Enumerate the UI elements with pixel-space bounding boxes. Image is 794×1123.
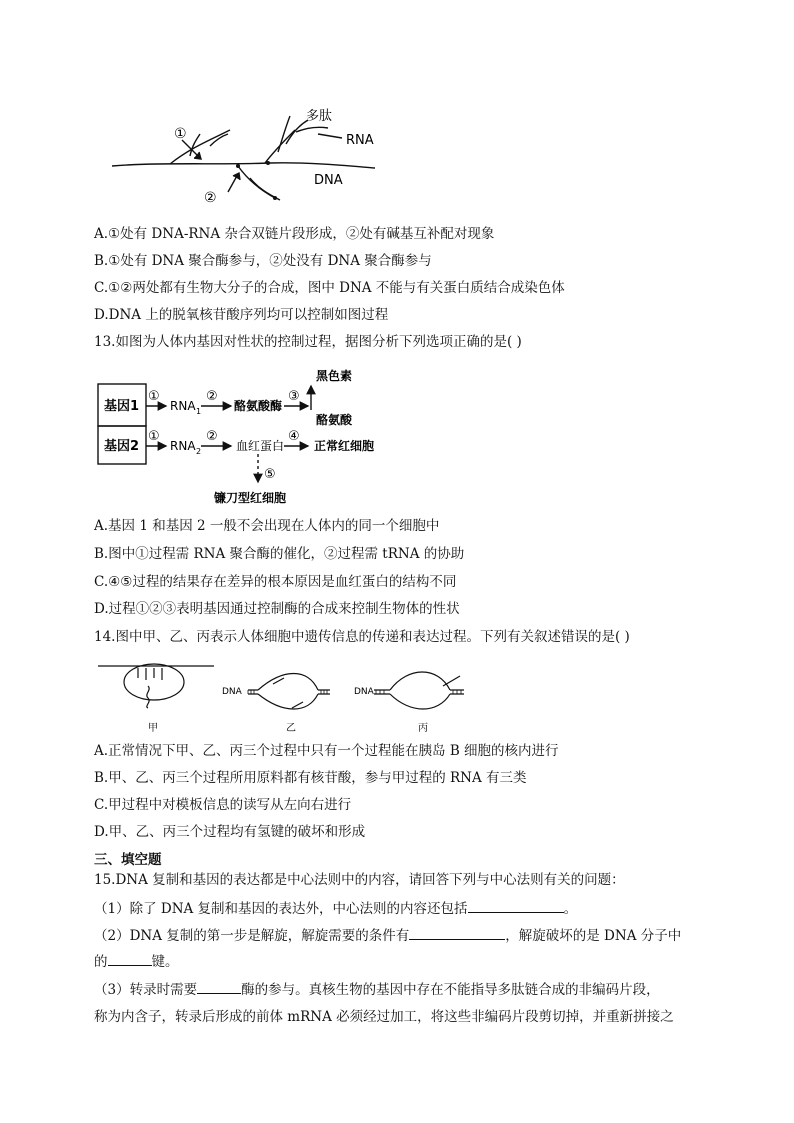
q14-dna-bing: DNA (354, 687, 374, 697)
q13-rna2-sub: 2 (196, 447, 202, 456)
q14-stem: 14.图中甲、乙、丙表示人体细胞中遗传信息的传递和表达过程。下列有关叙述错误的是( ) (94, 629, 630, 645)
q12-label-rna: RNA (346, 133, 374, 148)
q12-label-dna: DNA (314, 173, 343, 188)
q13-m1a: ① (148, 389, 160, 404)
section-3-title: 三、填空题 (94, 852, 162, 868)
q12-option-d: D.DNA 上的脱氧核苷酸序列均可以控制如图过程 (94, 307, 389, 323)
q14-figure (98, 656, 478, 736)
q14-label-yi: 乙 (286, 723, 296, 734)
q12-option-c: C.①②两处都有生物大分子的合成，图中 DNA 不能与有关蛋白质结合成染色体 (94, 280, 565, 296)
q14-option-c: C.甲过程中对模板信息的读写从左向右进行 (94, 797, 352, 813)
q13-gene2: 基因2 (104, 439, 140, 454)
q13-m5: ⑤ (264, 467, 276, 482)
q13-rna1: RNA (170, 399, 196, 413)
q15-blank-4[interactable] (197, 979, 241, 994)
q15-blank-3[interactable] (108, 951, 152, 966)
q15-part1-end: 。 (563, 901, 578, 917)
q13-hemoglobin: 血红蛋白 (236, 439, 285, 453)
q15-blank-2[interactable] (409, 925, 505, 940)
q15-blank-1[interactable] (468, 898, 564, 913)
q14-option-d: D.甲、乙、丙三个过程均有氢键的破坏和形成 (94, 824, 366, 840)
q13-stem: 13.如图为人体内基因对性状的控制过程，据图分析下列选项正确的是( ) (94, 334, 522, 350)
q13-normal-rbc: 正常红细胞 (314, 439, 375, 453)
q15-part2-cont (94, 951, 179, 972)
q14-dna-yi: DNA (222, 687, 242, 697)
q13-rna1-sub: 1 (196, 407, 202, 416)
q15-part1-text: （1）除了 DNA 复制和基因的表达外，中心法则的内容还包括 (94, 901, 468, 917)
q13-m4: ④ (288, 429, 300, 444)
q15-part1 (94, 898, 577, 919)
q13-m3: ③ (288, 389, 300, 404)
q12-label-peptide: 多肽 (306, 109, 333, 124)
q13-sickle-rbc: 镰刀型红细胞 (214, 491, 287, 505)
q13-option-c: C.④⑤过程的结果存在差异的根本原因是血红蛋白的结构不同 (94, 574, 457, 590)
q12-mark-1: ① (174, 126, 187, 142)
q13-melanin: 黑色素 (316, 369, 353, 383)
q13-tyrosine: 酪氨酸 (316, 413, 353, 427)
q15-part2-de: 的 (94, 954, 108, 970)
q14-option-b: B.甲、乙、丙三个过程所用原料都有核苷酸，参与甲过程的 RNA 有三类 (94, 770, 527, 786)
q15-part3-text: （3）转录时需要 (94, 982, 198, 998)
q15-part2-text: （2）DNA 复制的第一步是解旋，解旋需要的条件有 (94, 928, 410, 944)
q13-gene1: 基因1 (104, 399, 140, 414)
q15-part3-rest: 酶的参与。真核生物的基因中存在不能指导多肽链合成的非编码片段， (241, 982, 660, 998)
q15-part2 (94, 925, 681, 946)
q13-figure (96, 364, 396, 510)
q13-m2b: ② (206, 429, 218, 444)
q13-option-b: B.图中①过程需 RNA 聚合酶的催化，②过程需 tRNA 的协助 (94, 546, 465, 562)
q13-option-a: A.基因 1 和基因 2 一般不会出现在人体内的同一个细胞中 (94, 518, 440, 534)
q13-m1b: ① (148, 429, 160, 444)
q15-stem: 15.DNA 复制和基因的表达都是中心法则中的内容，请回答下列与中心法则有关的问题： (94, 872, 625, 888)
q13-enzyme: 酪氨酸酶 (234, 399, 283, 413)
q14-label-jia: 甲 (148, 723, 158, 734)
q12-figure (100, 100, 400, 210)
q12-mark-2: ② (204, 190, 217, 206)
q14-option-a: A.正常情况下甲、乙、丙三个过程中只有一个过程能在胰岛 B 细胞的核内进行 (94, 743, 559, 759)
q15-part2-mid: ，解旋破坏的是 DNA 分子中 (505, 928, 682, 944)
q15-part3 (94, 979, 660, 1000)
q12-option-b: B.①处有 DNA 聚合酶参与，②处没有 DNA 聚合酶参与 (94, 253, 432, 269)
q13-option-d: D.过程①②③表明基因通过控制酶的合成来控制生物体的性状 (94, 601, 460, 617)
q14-label-bing: 丙 (418, 723, 428, 734)
q15-part3-cont: 称为内含子，转录后形成的前体 mRNA 必须经过加工，将这些非编码片段剪切掉，并重新拼接之 (94, 1009, 674, 1025)
q13-rna2: RNA (170, 439, 196, 453)
q12-option-a: A.①处有 DNA-RNA 杂合双链片段形成，②处有碱基互补配对现象 (94, 226, 495, 242)
q13-m2a: ② (206, 389, 218, 404)
q15-part2-end: 键。 (151, 954, 179, 970)
